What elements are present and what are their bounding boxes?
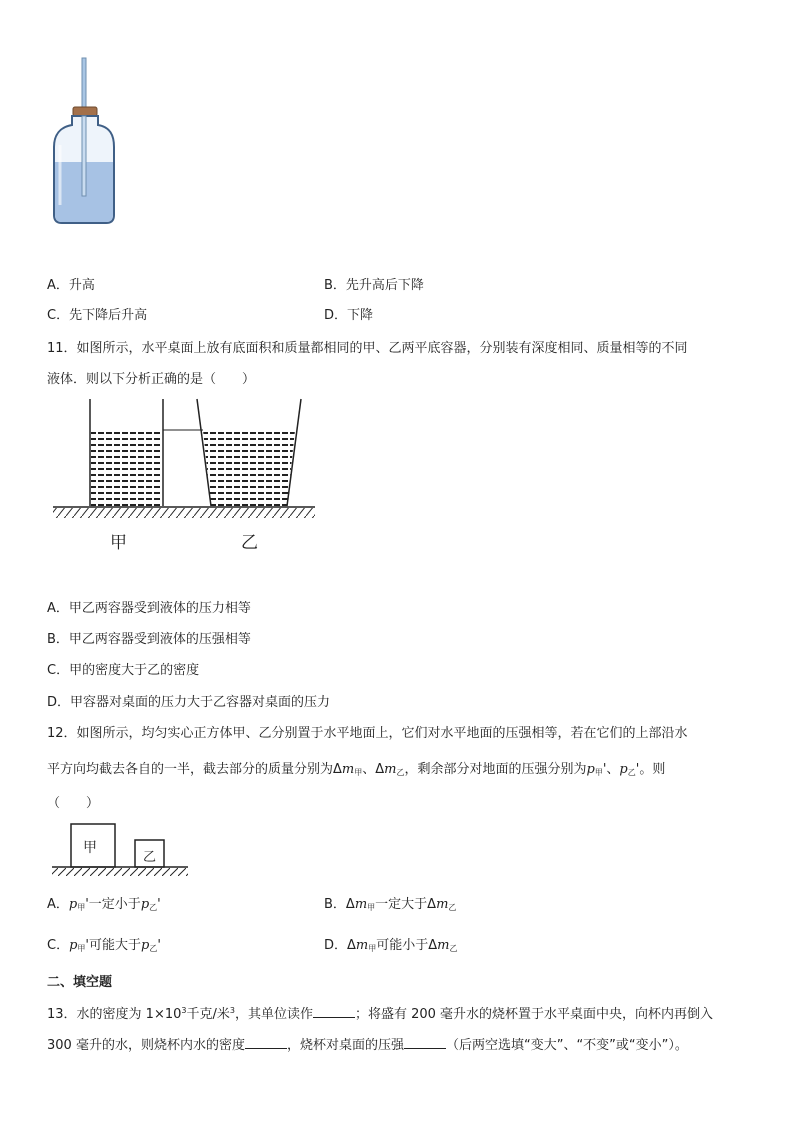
blank-2[interactable] <box>245 1037 287 1049</box>
q12-option-a: A．$p_甲'$一定小于$p_乙'$ <box>47 897 161 912</box>
container-jia-liquid <box>91 430 162 506</box>
cube-label-jia: 甲 <box>83 840 97 856</box>
q12-option-d: D．$\Delta m_甲$可能小于$\Delta m_乙$ <box>324 938 458 953</box>
section-title: 二、填空题 <box>47 975 113 990</box>
q12-option-b: B．$\Delta m_甲$一定大于$\Delta m_乙$ <box>324 897 457 912</box>
q11-stem-line2: 液体．则以下分析正确的是（ ） <box>47 372 256 387</box>
q11-option-a: A．甲乙两容器受到液体的压力相等 <box>47 601 251 616</box>
q11-option-c: C．甲的密度大于乙的密度 <box>47 663 200 678</box>
container-yi-liquid <box>203 430 295 506</box>
cube-label-yi: 乙 <box>143 850 157 865</box>
q13-line2: 300 毫升的水，则烧杯内水的密度 ，烧杯对桌面的压强 （后两空选填“变大”、“不变”或“变小”）。 <box>47 1038 688 1053</box>
cubes-figure <box>50 820 190 880</box>
q10-option-a: A．升高 <box>47 278 95 293</box>
blank-3[interactable] <box>404 1037 446 1049</box>
q11-option-b: B．甲乙两容器受到液体的压强相等 <box>47 632 251 647</box>
bottle-tube-inside <box>82 116 86 196</box>
bottle-stopper <box>73 107 97 116</box>
bottle-figure <box>50 55 120 230</box>
label-yi: 乙 <box>241 533 258 553</box>
containers-figure <box>50 396 320 556</box>
q10-option-d: D．下降 <box>324 308 374 323</box>
label-jia: 甲 <box>110 533 127 553</box>
q10-option-b: B．先升高后下降 <box>324 278 424 293</box>
q13-line1: 13．水的密度为 $1\times 10^3$千克/米$^3$，其单位读作 ；将盛有 200 毫升水的烧杯置于水平桌面中央，向杯内再倒入 <box>47 1006 714 1022</box>
blank-1[interactable] <box>313 1006 355 1018</box>
q12-stem-line3: （ ） <box>47 796 100 811</box>
q12-option-c: C．$p_甲'$可能大于$p_乙'$ <box>47 938 161 953</box>
q12-stem-line1: 12．如图所示，均匀实心正方体甲、乙分别置于水平地面上，它们对水平地面的压强相等，若在它们的上部沿水 <box>47 726 688 741</box>
q11-stem-line1: 11．如图所示，水平桌面上放有底面积和质量都相同的甲、乙两平底容器，分别装有深度相同、质量相等的不同 <box>47 341 688 356</box>
q11-option-d: D．甲容器对桌面的压力大于乙容器对桌面的压力 <box>47 695 331 710</box>
q12-stem-line2: 平方向均截去各自的一半，截去部分的质量分别为$\Delta m_甲$、$\Delta m_乙$，剩余部分对地面的压强分别为$p_甲'$、$p_乙'$。则 <box>47 762 666 777</box>
q10-option-c: C．先下降后升高 <box>47 308 148 323</box>
